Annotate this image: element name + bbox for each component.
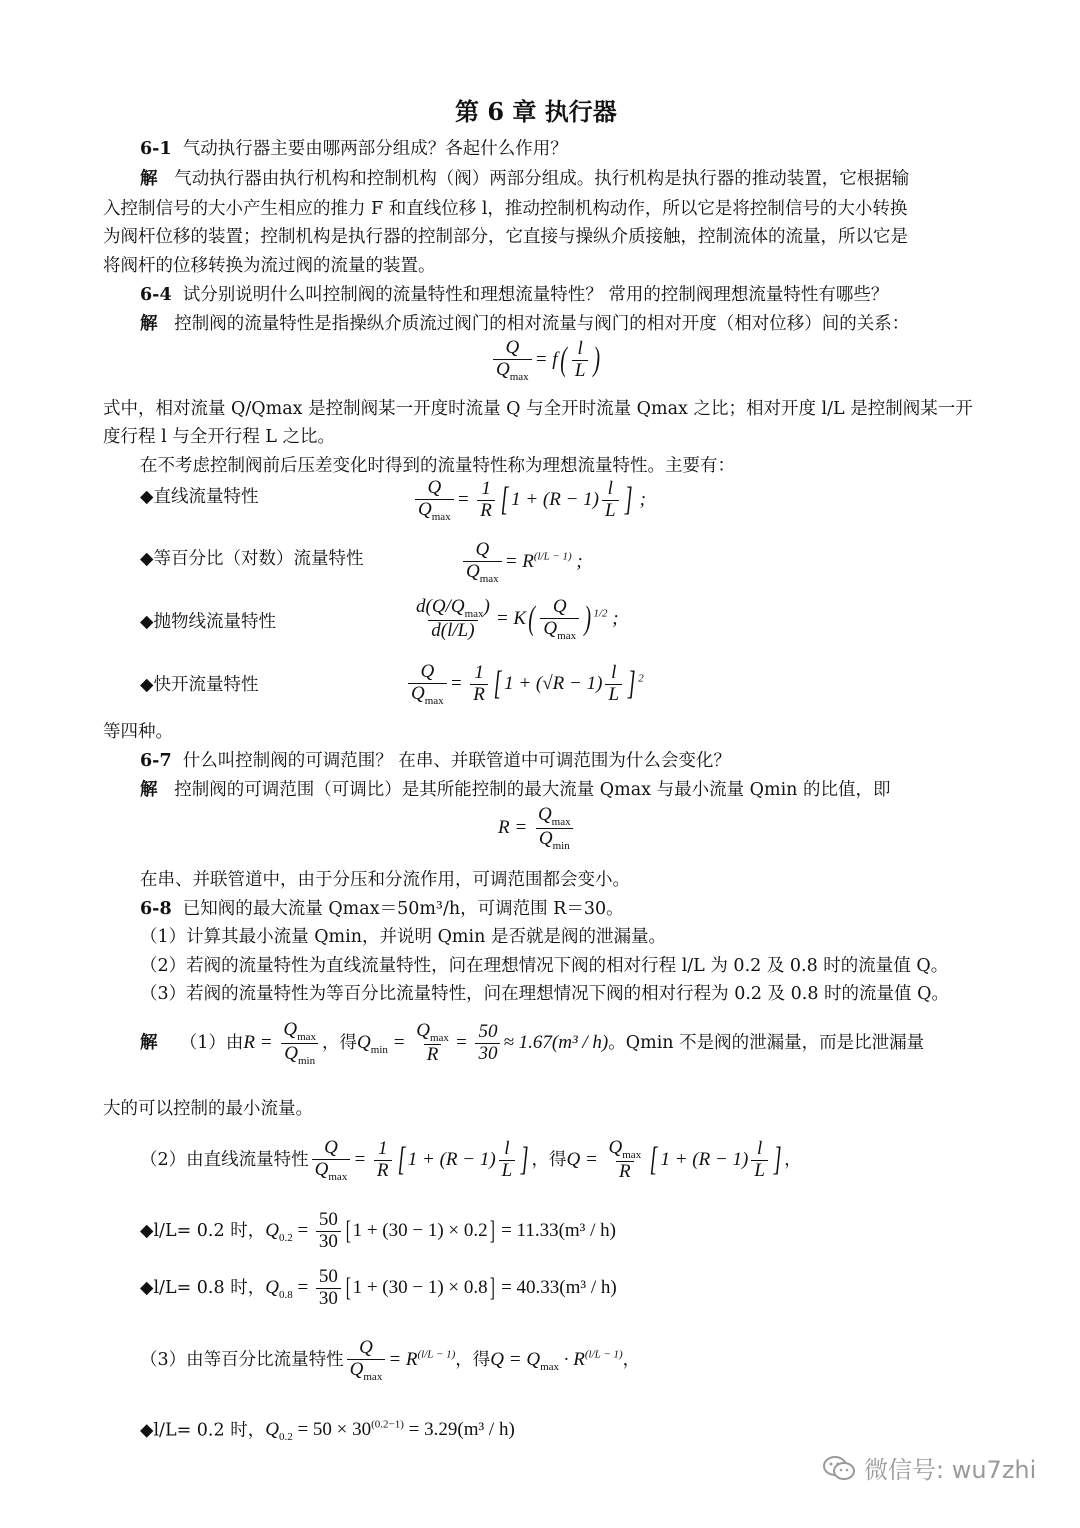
answer-6-4-line4: 在不考虑控制阀前后压差变化时得到的流量特性称为理想流量特性。主要有： bbox=[140, 456, 735, 476]
answer-text: 控制阀的流量特性是指操纵介质流过阀门的相对流量与阀门的相对开度（相对位移）间的关系： bbox=[174, 314, 910, 334]
calc-label: ◆l/L= 0.2 时， bbox=[140, 1220, 266, 1241]
list-item-quick-opening: ◆快开流量特性 bbox=[140, 675, 259, 695]
question-number: 6-8 bbox=[140, 899, 172, 919]
question-6-8-sub1: （1）计算其最小流量 Qmin，并说明 Qmin 是否就是阀的泄漏量。 bbox=[140, 927, 666, 947]
answer-text: ，得 bbox=[455, 1349, 491, 1370]
formula-equal-percentage: $\frac{Q}{Q_{max}}$ = $R^{(l/L - 1)}$ ; bbox=[460, 540, 583, 585]
answer-6-7-line1 bbox=[140, 775, 891, 805]
formula-result: ≈ 1.67(m³ / h) bbox=[503, 1031, 609, 1053]
watermark bbox=[822, 1450, 1036, 1485]
list-item-linear: ◆直线流量特性 bbox=[140, 487, 259, 507]
question-6-4 bbox=[140, 280, 888, 310]
page-title: 第 6 章 执行器 bbox=[455, 97, 617, 126]
calc-linear-0-8: ◆l/L= 0.8 时，$Q_{0.8}$ = $\frac{50}{30}$ [1 + (30 − 1) × 0.8] = 40.33(m³ / h) bbox=[140, 1266, 617, 1309]
answer-6-4-end: 等四种。 bbox=[103, 722, 173, 742]
answer-6-1-line2: 入控制信号的大小产生相应的推力 F 和直线位移 l，推动控制机构动作，所以它是将控制信号的大小转换 bbox=[103, 199, 908, 219]
answer-text: （3）由等百分比流量特性 bbox=[140, 1349, 344, 1370]
answer-6-8-part3: （3）由等百分比流量特性 $\frac{Q}{Q_{max}}$ = $R^{(l/L - 1)}$，得$Q = Q_{max} \cdot R^{(l/L - 1)}$， bbox=[140, 1337, 641, 1383]
calc-equal-percentage-0-2: ◆l/L= 0.2 时，$Q_{0.2} = 50 \times 30^{(0.2-1)} = 3.29(m^3 / h)$ bbox=[140, 1419, 515, 1444]
answer-6-4-line3: 度行程 l 与全开行程 L 之比。 bbox=[103, 427, 335, 447]
question-6-8 bbox=[140, 894, 624, 924]
answer-text: ，得 bbox=[322, 1032, 358, 1053]
calc-label: ◆l/L= 0.2 时， bbox=[140, 1420, 266, 1441]
answer-6-4-line2: 式中，相对流量 Q/Qmax 是控制阀某一开度时流量 Q 与全开时流量 Qmax 之比；相对开度 l/L 是控制阀某一开 bbox=[103, 399, 973, 419]
answer-text: ，得 bbox=[531, 1149, 567, 1170]
answer-text: ， bbox=[622, 1349, 641, 1370]
answer-label: 解 bbox=[140, 169, 158, 189]
answer-6-1-line3: 为阀杆位移的装置；控制机构是执行器的控制部分，它直接与操纵介质接触，控制流体的流量，所以它是 bbox=[103, 227, 908, 247]
question-text: 什么叫控制阀的可调范围？ 在串、并联管道中可调范围为什么会变化？ bbox=[182, 751, 731, 771]
formula-result: = 11.33(m³ / h) bbox=[501, 1219, 616, 1241]
answer-text: 控制阀的可调范围（可调比）是其所能控制的最大流量 Qmax 与最小流量 Qmin 的比值，即 bbox=[174, 780, 891, 800]
watermark-text: 微信号: wu7zhi bbox=[864, 1456, 1037, 1484]
answer-text: （1）由 bbox=[179, 1032, 244, 1053]
formula-quick-opening: $\frac{Q}{Q_{max}}$ = $\frac{1}{R}$ [ 1 + (√R − 1) $\frac{l}{L}$ ] $^2$ bbox=[405, 662, 644, 707]
question-6-8-sub2: （2）若阀的流量特性为直线流量特性，问在理想情况下阀的相对行程 l/L 为 0.2 及 0.8 时的流量值 Q。 bbox=[140, 956, 949, 976]
question-text: 气动执行器主要由哪两部分组成？各起什么作用？ bbox=[182, 139, 568, 159]
answer-label: 解 bbox=[140, 314, 158, 334]
question-text: 已知阀的最大流量 Qmax＝50m³/h，可调范围 R＝30。 bbox=[182, 899, 624, 919]
formula-parabolic: $\frac{d(Q/Q_{max})}{d(l/L)}$ = K( $\frac{Q}{Q_{max}}$ ) $^{1/2}$ ; bbox=[416, 596, 619, 642]
question-text: 试分别说明什么叫控制阀的流量特性和理想流量特性？ 常用的控制阀理想流量特性有哪些？ bbox=[182, 285, 889, 305]
answer-label: 解 bbox=[140, 1032, 158, 1053]
calc-label: ◆l/L= 0.8 时， bbox=[140, 1277, 266, 1298]
question-number: 6-7 bbox=[140, 751, 172, 771]
formula-linear: $\frac{Q}{Q_{max}}$ = $\frac{1}{R}$ [ 1 + (R − 1) $\frac{l}{L}$ ] ; bbox=[412, 478, 646, 523]
wechat-icon bbox=[822, 1455, 856, 1481]
question-number: 6-4 bbox=[140, 285, 172, 305]
answer-6-8-part2: （2）由直线流量特性 $\frac{Q}{Q_{max}}$ = $\frac{1}{R}$ [ 1 + (R − 1) $\frac{l}{L}$ ] ，得Q = $\frac{Q_{max}}{R}$ [ 1 + (R − 1) $\frac{l}{L}$ ] ， bbox=[140, 1137, 802, 1183]
formula-flow-characteristic: $\frac{Q}{Q_{max}}$ = f( $\frac{l}{L}$ ) bbox=[490, 338, 603, 383]
answer-6-8-part1-end: 大的可以控制的最小流量。 bbox=[103, 1099, 313, 1119]
answer-label: 解 bbox=[140, 780, 158, 800]
list-item-equal-percentage: ◆等百分比（对数）流量特性 bbox=[140, 549, 364, 569]
formula-result: = 3.29(m³ / h) bbox=[408, 1419, 515, 1441]
formula-rangeability: R = $\frac{Q_{max}}{Q_{min}}$ bbox=[498, 805, 577, 852]
answer-text: ， bbox=[784, 1149, 802, 1170]
answer-text: 。Qmin 不是阀的泄漏量，而是比泄漏量 bbox=[608, 1032, 925, 1053]
answer-text: 气动执行器由执行机构和控制机构（阀）两部分组成。执行机构是执行器的推动装置，它根据输 bbox=[174, 169, 910, 189]
answer-6-1-line1 bbox=[140, 164, 909, 194]
formula-result: = 40.33(m³ / h) bbox=[501, 1276, 617, 1298]
answer-6-1-line4: 将阀杆的位移转换为流过阀的流量的装置。 bbox=[103, 256, 436, 276]
answer-6-4-line1 bbox=[140, 309, 909, 339]
list-item-parabolic: ◆抛物线流量特性 bbox=[140, 612, 276, 632]
answer-6-8-part1: 解 （1）由R = $\frac{Q_{max}}{Q_{min}}$ ，得$Q_{min}$ = $\frac{Q_{max}}{R}$ = $\frac{50}{30}$ ≈ 1.67(m³ / h)。Qmin 不是阀的泄漏量，而是比泄漏量 bbox=[140, 1019, 925, 1067]
answer-6-7-line2: 在串、并联管道中，由于分压和分流作用，可调范围都会变小。 bbox=[140, 870, 630, 890]
answer-text: （2）由直线流量特性 bbox=[140, 1149, 309, 1170]
question-6-1 bbox=[140, 134, 568, 164]
question-6-7 bbox=[140, 746, 731, 776]
question-number: 6-1 bbox=[140, 139, 172, 159]
calc-linear-0-2: ◆l/L= 0.2 时，$Q_{0.2}$ = $\frac{50}{30}$ [1 + (30 − 1) × 0.2] = 11.33(m³ / h) bbox=[140, 1209, 616, 1252]
question-6-8-sub3: （3）若阀的流量特性为等百分比流量特性，问在理想情况下阀的相对行程为 0.2 及 0.8 时的流量值 Q。 bbox=[140, 984, 949, 1004]
